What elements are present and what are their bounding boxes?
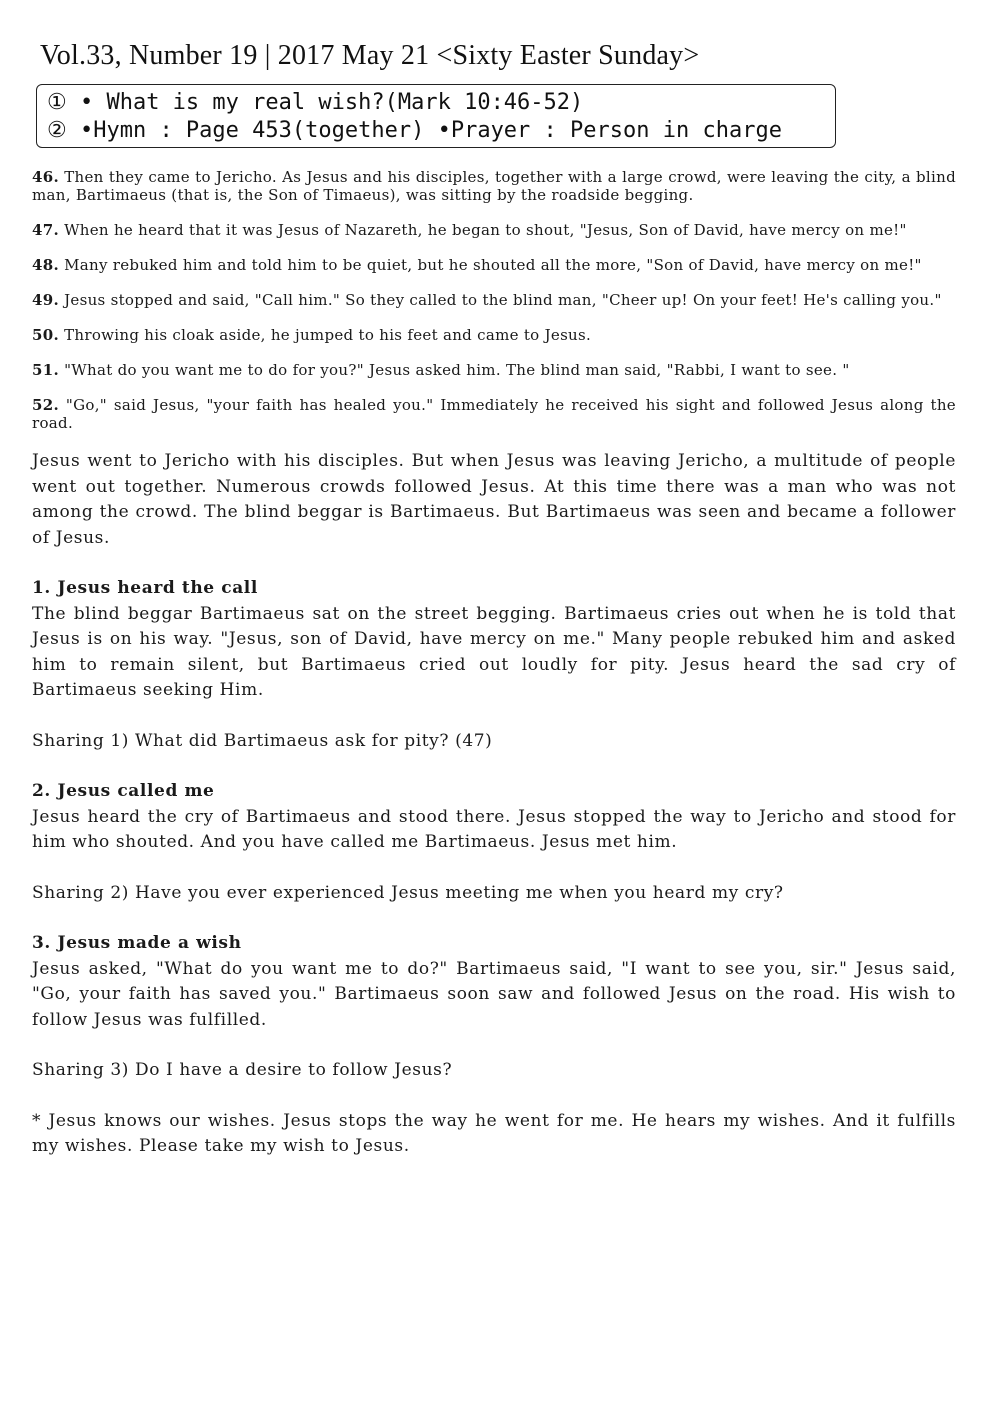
order-line-sermon: ① • What is my real wish?(Mark 10:46-52) (47, 90, 584, 115)
verse-number: 49. (32, 291, 59, 309)
section-3 (32, 931, 956, 1084)
closing-note: * Jesus knows our wishes. Jesus stops the way he went for me. He hears my wishes. And it fulfills my wishes. Please take my wish to Jesus. (32, 1110, 956, 1156)
verse-text: "Go," said Jesus, "your faith has healed you." Immediately he received his sight and followed Jesus along the road. (32, 396, 956, 432)
verse-text: "What do you want me to do for you?" Jesus asked him. The blind man said, "Rabbi, I want to see. " (64, 361, 850, 379)
order-of-service-box (36, 84, 836, 148)
sharing-question: Sharing 3) Do I have a desire to follow Jesus? (32, 1060, 453, 1080)
verse-52 (32, 396, 956, 432)
section-body: The blind beggar Bartimaeus sat on the street begging. Bartimaeus cries out when he is told that Jesus is on his way. "Jesus, son of David, have mercy on me." Many people rebuked him and asked him to remain silent, but Bartimaeus cried out loudly for pity. Jesus heard the sad cry of Bartimaeus seeking Him. (32, 603, 956, 700)
verse-number: 52. (32, 396, 59, 414)
section-body: Jesus asked, "What do you want me to do?" Bartimaeus said, "I want to see you, sir." Jesus said, "Go, your faith has saved you." Bartimaeus soon saw and followed Jesus on the road. His wish to follow Jesus was fulfilled. (32, 958, 956, 1030)
verse-number: 48. (32, 256, 59, 274)
verse-text: Jesus stopped and said, "Call him." So they called to the blind man, "Cheer up! On your feet! He's calling you." (64, 291, 942, 309)
section-2 (32, 779, 956, 906)
verse-text: Then they came to Jericho. As Jesus and his disciples, together with a large crowd, were leaving the city, a blind man, Bartimaeus (that is, the Son of Timaeus), was sitting by the roadside begging. (32, 168, 956, 204)
verse-51 (32, 361, 956, 379)
verse-number: 50. (32, 326, 59, 344)
verse-47 (32, 221, 956, 239)
intro-paragraph: Jesus went to Jericho with his disciples. But when Jesus was leaving Jericho, a multitude of people went out together. Numerous crowds followed Jesus. At this time there was a man who was not among the crowd. The blind beggar is Bartimaeus. But Bartimaeus was seen and became a follower of Jesus. (32, 451, 956, 548)
verse-46 (32, 168, 956, 204)
sharing-question: Sharing 1) What did Bartimaeus ask for pity? (47) (32, 730, 493, 751)
section-body: Jesus heard the cry of Bartimaeus and stood there. Jesus stopped the way to Jericho and stood for him who shouted. And you have called me Bartimaeus. Jesus met him. (32, 806, 956, 852)
scripture-passage (32, 168, 956, 432)
verse-text: Throwing his cloak aside, he jumped to his feet and came to Jesus. (64, 326, 592, 344)
verse-49 (32, 291, 956, 309)
verse-text: Many rebuked him and told him to be quiet, but he shouted all the more, "Son of David, have mercy on me!" (64, 256, 922, 274)
section-heading: 1. Jesus heard the call (32, 578, 258, 598)
section-heading: 2. Jesus called me (32, 781, 215, 801)
main-content (32, 168, 956, 1160)
verse-number: 51. (32, 361, 59, 379)
verse-text: When he heard that it was Jesus of Nazareth, he began to shout, "Jesus, Son of David, have mercy on me!" (64, 221, 907, 239)
section-heading: 3. Jesus made a wish (32, 933, 242, 953)
verse-number: 46. (32, 168, 59, 186)
verse-50 (32, 326, 956, 344)
verse-number: 47. (32, 221, 59, 239)
sharing-question: Sharing 2) Have you ever experienced Jesus meeting me when you heard my cry? (32, 882, 784, 903)
section-1 (32, 576, 956, 754)
verse-48 (32, 256, 956, 274)
bulletin-title: Vol.33, Number 19 | 2017 May 21 <Sixty Easter Sunday> (40, 40, 700, 71)
order-line-hymn-prayer: ② •Hymn : Page 453(together) •Prayer : Person in charge (47, 118, 782, 143)
